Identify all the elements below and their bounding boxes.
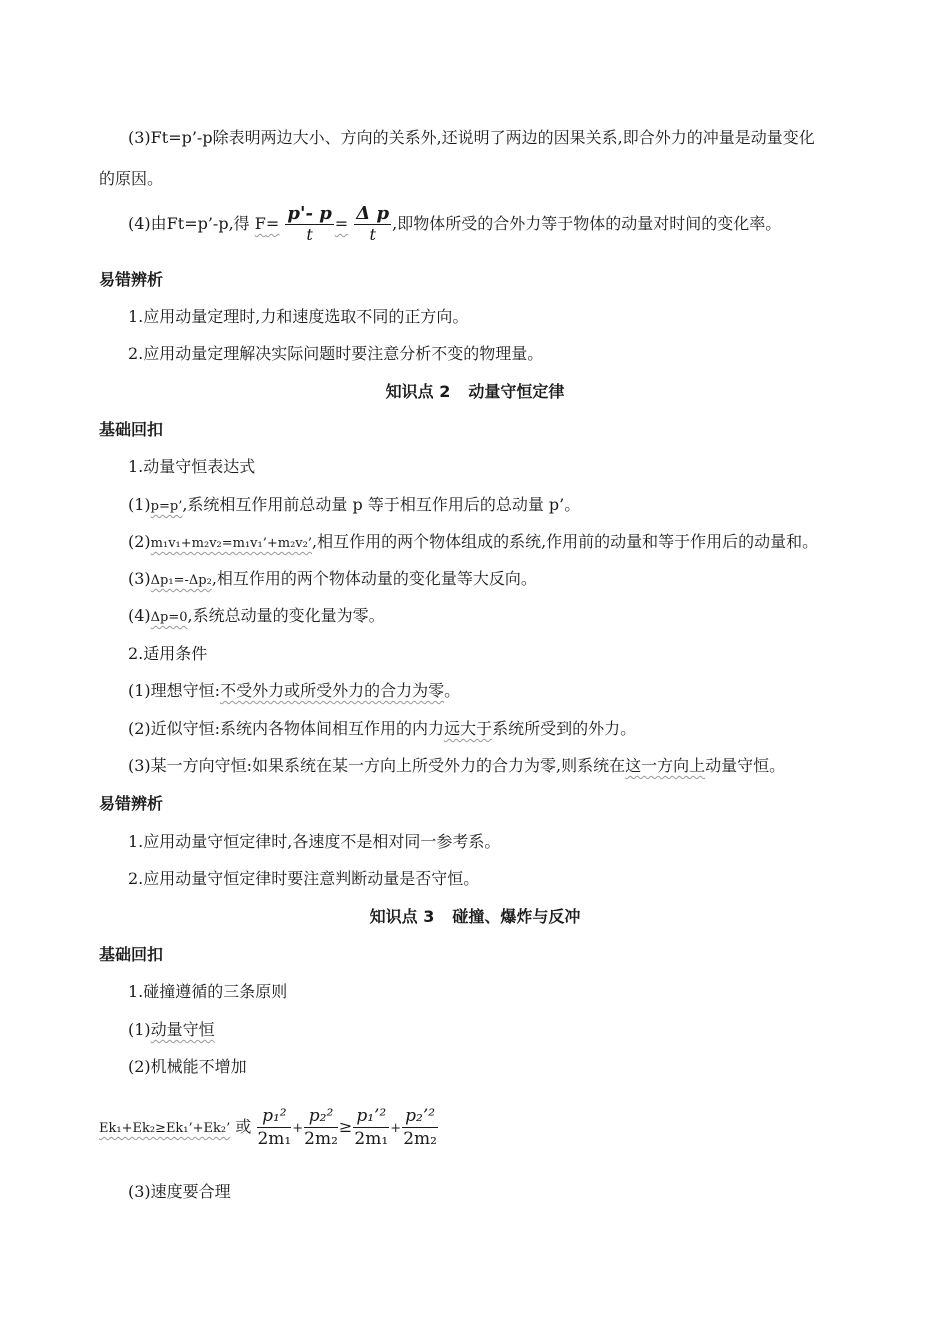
section3-name: 碰撞、爆炸与反冲 [452, 907, 581, 926]
basics2-line-8-suffix: 系统所受到的外力。 [492, 719, 637, 738]
errors2-item-1: 1.应用动量守恒定律时,各速度不是相对同一参考系。 [128, 832, 501, 851]
basics2-line-2-suffix: ,系统相互作用前总动量 p 等于相互作用后的总动量 p’。 [182, 495, 581, 514]
basics-heading-2: 基础回扣 [99, 420, 164, 439]
errors1-item-2: 2.应用动量定理解决实际问题时要注意分析不变的物理量。 [128, 344, 544, 363]
basics3-line-2-prefix: (1) [128, 1020, 151, 1039]
inequality-or: 或 [235, 1117, 252, 1136]
basics2-line-8-emph: 远大于 [444, 719, 493, 738]
basics2-line-7-prefix: (1)理想守恒: [128, 681, 221, 700]
fraction-p1-squared [257, 1106, 291, 1150]
p4-fraction-1-numerator: p'- p [287, 203, 332, 224]
fraction-p2-squared-num: p₂² [304, 1106, 338, 1128]
errors2-item-2: 2.应用动量守恒定律时要注意判断动量是否守恒。 [128, 869, 480, 888]
basics2-line-1: 1.动量守恒表达式 [128, 457, 256, 476]
basics2-line-7-emph: 不受外力或所受外力的合力为零 [220, 681, 445, 700]
plus-1: + [292, 1121, 304, 1136]
formula-momentum-sum: m₁v₁+m₂v₂=m₁v₁’+m₂v₂’ [150, 536, 312, 551]
basics2-line-8 [128, 718, 636, 740]
formula-delta-p-zero: Δp=0 [150, 610, 188, 625]
basics2-line-2-prefix: (1) [128, 495, 151, 514]
basics2-line-5-prefix: (4) [128, 606, 151, 625]
basics2-line-9-emph: 这一方向上 [625, 756, 706, 775]
basics3-line-1: 1.碰撞遵循的三条原则 [128, 982, 288, 1001]
section3-number: 知识点 3 [369, 907, 435, 926]
formula-p-equals-p-prime: p=p’ [150, 499, 183, 514]
fraction-p1-prime-squared [353, 1106, 389, 1150]
fraction-p2-squared [304, 1106, 338, 1150]
basics2-line-7 [128, 680, 460, 702]
basics2-line-6: 2.适用条件 [128, 644, 208, 663]
basics2-line-2 [128, 494, 580, 518]
basics2-line-5-suffix: ,系统总动量的变化量为零。 [187, 606, 385, 625]
basics2-line-7-suffix: 。 [444, 681, 461, 700]
basics2-line-5 [128, 605, 385, 629]
paragraph-3-line1: (3)Ft=p’-p除表明两边大小、方向的关系外,还说明了两边的因果关系,即合外力的冲量是动量变化 [128, 128, 815, 147]
basics2-line-4 [128, 568, 537, 592]
basics2-line-9 [128, 755, 785, 777]
basics2-line-9-prefix: (3)某一方向守恒:如果系统在某一方向上所受外力的合力为零,则系统在 [128, 756, 626, 775]
basics3-line-3: (2)机械能不增加 [128, 1057, 247, 1076]
p4-fraction-1 [285, 204, 333, 245]
fraction-p2-prime-squared-num: p₂’² [402, 1106, 438, 1128]
basics2-line-4-prefix: (3) [128, 569, 151, 588]
section2-number: 知识点 2 [385, 382, 451, 401]
basics2-line-9-suffix: 动量守恒。 [705, 756, 786, 775]
basics2-line-4-suffix: ,相互作用的两个物体动量的变化量等大反向。 [211, 569, 537, 588]
p4-suffix: ,即物体所受的合外力等于物体的动量对时间的变化率。 [392, 214, 782, 233]
errors1-item-1: 1.应用动量定理时,力和速度选取不同的正方向。 [128, 307, 469, 326]
basics2-line-8-prefix: (2)近似守恒:系统内各物体间相互作用的内力 [128, 719, 445, 738]
basics3-line-2 [128, 1019, 215, 1041]
plus-2: + [390, 1121, 402, 1136]
fraction-p1-squared-num: p₁² [257, 1106, 291, 1128]
fraction-p2-prime-squared [402, 1106, 438, 1150]
paragraph-3-line2: 的原因。 [99, 169, 164, 188]
errors-heading-2: 易错辨析 [99, 794, 164, 813]
basics2-line-3-prefix: (2) [128, 532, 151, 551]
paragraph-4 [128, 202, 781, 246]
basics2-line-3 [128, 531, 818, 555]
formula-delta-p1: Δp₁=-Δp₂ [150, 573, 212, 588]
p4-f: F [254, 214, 266, 233]
fraction-p2-squared-den: 2m₂ [304, 1128, 338, 1149]
energy-inequality [99, 1097, 439, 1159]
section-title-2 [0, 381, 950, 403]
section-title-3 [0, 906, 950, 928]
p4-fraction-1-denominator: t [306, 225, 313, 244]
fraction-p1-prime-squared-num: p₁’² [353, 1106, 389, 1128]
p4-fraction-2-denominator: t [369, 225, 376, 244]
p4-fraction-2 [354, 204, 391, 245]
fraction-p1-squared-den: 2m₁ [257, 1128, 292, 1149]
p4-eq1: = [265, 214, 280, 233]
basics-heading-3: 基础回扣 [99, 945, 164, 964]
p4-fraction-2-numerator: Δ p [356, 203, 390, 224]
section2-name: 动量守恒定律 [468, 382, 565, 401]
errors-heading-1: 易错辨析 [99, 270, 164, 289]
kinetic-energy-inequality: Ek₁+Ek₂≥Ek₁’+Ek₂’ [99, 1121, 231, 1136]
fraction-p1-prime-squared-den: 2m₁ [354, 1128, 389, 1149]
geq-sign: ≥ [338, 1117, 353, 1136]
p4-prefix: (4)由Ft=p’-p,得 [128, 214, 250, 233]
basics2-line-3-suffix: ,相互作用的两个物体组成的系统,作用前的动量和等于作用后的动量和。 [312, 532, 819, 551]
p4-eq2: = [334, 214, 349, 233]
basics3-line-2-emph: 动量守恒 [150, 1020, 215, 1039]
basics3-line-4: (3)速度要合理 [128, 1182, 231, 1201]
fraction-p2-prime-squared-den: 2m₂ [403, 1128, 437, 1149]
